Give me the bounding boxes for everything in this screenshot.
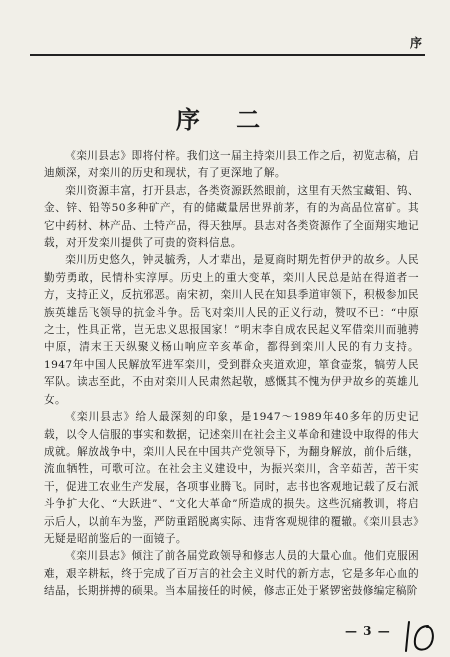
paragraph: 《栾川县志》倾注了前各届党政领导和修志人员的大量心血。他们克服困难，艰辛耕耘，终于完成了百万言的社会主义时代的新方志，它是多年心血的结晶，长期拼搏的硕果。当本届接任的时候，修志正处于紧锣密鼓修编定稿阶 <box>44 550 419 598</box>
body-text <box>44 148 419 601</box>
paragraph: 栾川历史悠久，钟灵毓秀，人才辈出，是夏商时期先哲伊尹的故乡。人民勤劳勇敢，民情朴实淳厚。历史上的重大变革，栾川人民总是站在得道者一方，支持正义，反抗邪恶。南宋初，栾川人民在知县季道审领下，积极参加民族英雄岳飞领导的抗金斗争。岳飞对栾川人民的正义行动，赞叹不已：“中原之士，性具正常，岂无忠义思报国家！”明末李自成农民起义军借栾川而驰骋中原，清末王天纵聚义杨山响应辛亥革命，都得到栾川人民的有力支持。1947年中国人民解放军进军栾川，受到群众夹道欢迎，箪食壶浆，犒劳人民军队。读志至此，不由对栾川人民肃然起敬，感慨其不愧为伊尹故乡的英雄儿女。 <box>44 254 419 406</box>
page-number: — 3 — <box>345 624 391 638</box>
handwritten-page-number <box>402 618 436 654</box>
paragraph: 《栾川县志》即将付梓。我们这一届主持栾川县工作之后，初览志稿，启迪颇深，对栾川的历史和现状，有了更深地了解。 <box>44 150 419 180</box>
paragraph: 《栾川县志》给人最深刻的印象，是1947～1989年40多年的历史记载，以令人信服的事实和数据，记述栾川在社会主义革命和建设中取得的伟大成就。解放战争中，栾川人民在中国共产党领导下，为翻身解放，前仆后继，流血牺牲，可歌可泣。在社会主义建设中，为振兴栾川，含辛茹苦，苦干实干，促进工农业生产发展，各项事业腾飞。同时，志书也客观地记载了反右派斗争扩大化、“大跃进”、“文化大革命”所造成的损失。这些沉痛教训，将启示后人，以前车为鉴，严防重蹈脱离实际、违背客观规律的覆辙。《栾川县志》无疑是昭前鉴后的一面镜子。 <box>44 411 419 545</box>
paragraph: 栾川资源丰富，打开县志，各类资源跃然眼前，这里有天然宝藏钼、钨、金、锌、铅等50多种矿产，有的储藏量居世界前茅，有的为高品位富矿。其它中药材、林产品、土特产品，得天独厚。县志对各类资源作了全面翔实地记载，对开发栾川提供了可贵的资料信息。 <box>44 184 419 250</box>
header-rule <box>30 54 425 56</box>
page-title: 序 二 <box>175 105 275 134</box>
running-header-label: 序 <box>409 36 422 50</box>
